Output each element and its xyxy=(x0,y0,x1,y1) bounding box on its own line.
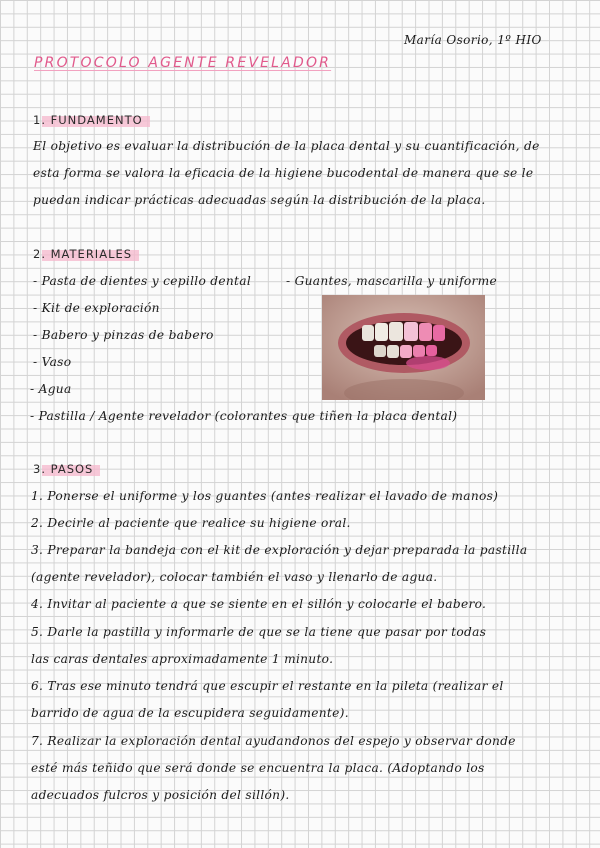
material-item-3: - Kit de exploración xyxy=(33,301,160,315)
fundamento-line-2: esta forma se valora la eficacia de la higiene bucodental de manera que se le xyxy=(33,166,534,180)
paso-line-4: (agente revelador), colocar también el vaso y llenarlo de agua. xyxy=(31,570,438,584)
paso-line-5: 4. Invitar al paciente a que se siente en el sillón y colocarle el babero. xyxy=(31,597,487,611)
page-title: PROTOCOLO AGENTE REVELADOR xyxy=(34,55,332,71)
paso-line-3: 3. Preparar la bandeja con el kit de exploración y dejar preparada la pastilla xyxy=(31,543,528,557)
material-item-4: - Babero y pinzas de babero xyxy=(33,328,214,342)
paso-line-2: 2. Decirle al paciente que realice su higiene oral. xyxy=(31,516,351,530)
heading-materiales: 2. MATERIALES xyxy=(30,247,135,261)
material-item-6: - Agua xyxy=(30,382,72,396)
disclosing-agent-photo xyxy=(322,295,485,400)
material-item-7: - Pastilla / Agente revelador (colorantes que tiñen la placa dental) xyxy=(30,409,458,423)
material-item-2: - Guantes, mascarilla y uniforme xyxy=(286,274,498,288)
paso-line-10: 7. Realizar la exploración dental ayudandonos del espejo y observar donde xyxy=(31,734,516,748)
paso-line-8: 6. Tras ese minuto tendrá que escupir el restante en la pileta (realizar el xyxy=(31,679,504,693)
fundamento-line-3: puedan indicar prácticas adecuadas según la distribución de la placa. xyxy=(33,193,486,207)
mouth-illustration xyxy=(322,295,485,400)
paso-line-7: las caras dentales aproximadamente 1 minuto. xyxy=(31,652,334,666)
author-name: María Osorio, 1º HIO xyxy=(404,33,542,47)
paso-line-11: esté más teñido que será donde se encuentra la placa. (Adoptando los xyxy=(31,761,485,775)
fundamento-line-1: El objetivo es evaluar la distribución de la placa dental y su cuantificación, de xyxy=(33,139,540,153)
paso-line-12: adecuados fulcros y posición del sillón). xyxy=(31,788,290,802)
heading-pasos: 3. PASOS xyxy=(30,462,96,476)
paso-line-9: barrido de agua de la escupidera seguidamente). xyxy=(31,706,349,720)
heading-fundamento: 1. FUNDAMENTO xyxy=(30,113,146,127)
paso-line-6: 5. Darle la pastilla y informarle de que se la tiene que pasar por todas xyxy=(31,625,487,639)
material-item-1: - Pasta de dientes y cepillo dental xyxy=(33,274,252,288)
material-item-5: - Vaso xyxy=(33,355,72,369)
paso-line-1: 1. Ponerse el uniforme y los guantes (antes realizar el lavado de manos) xyxy=(31,489,499,503)
